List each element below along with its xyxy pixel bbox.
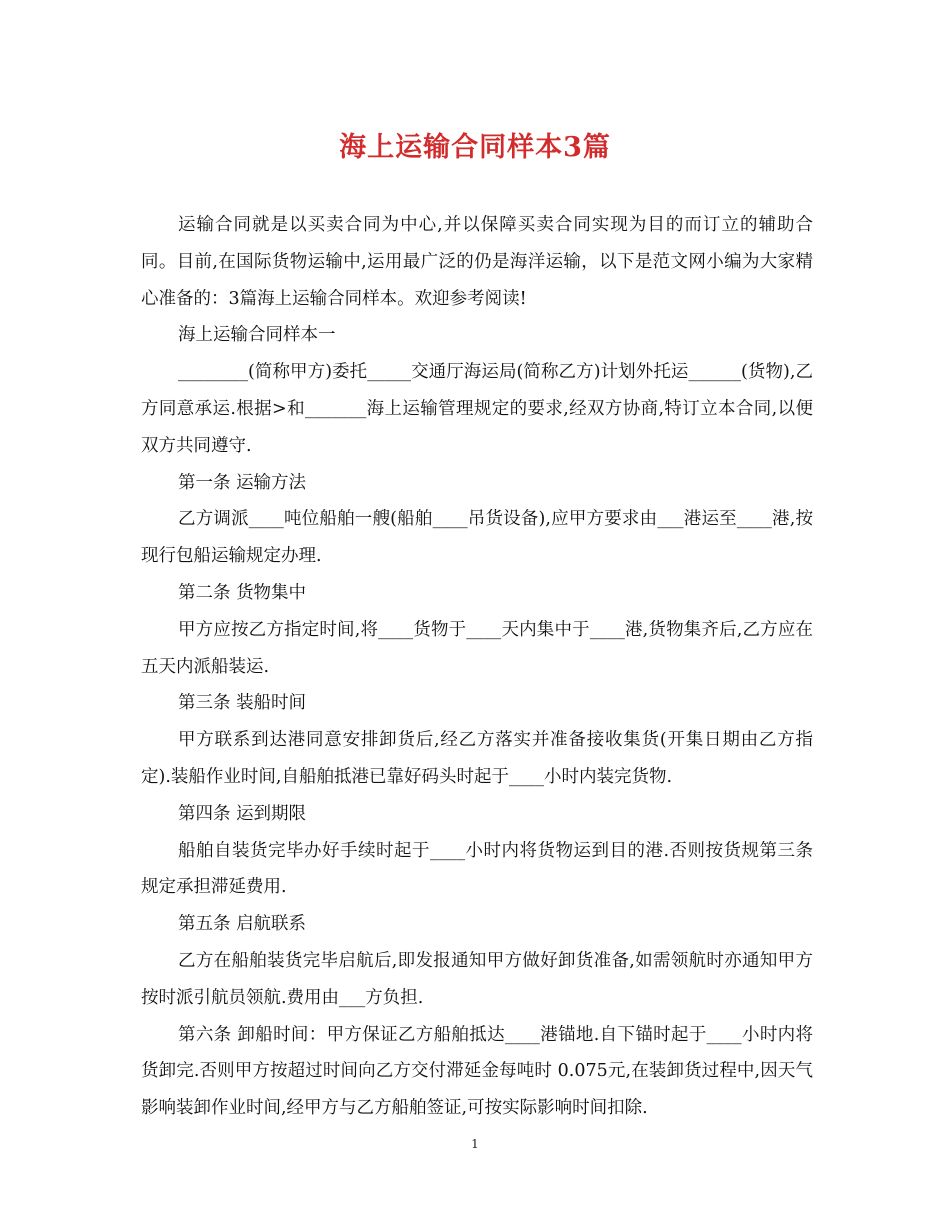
- article-5-heading: 第五条 启航联系: [178, 914, 307, 935]
- article-2-text: 甲方应按乙方指定时间,将____货物于____天内集中于____港,货物集齐后,乙方应在五天内派船装运.: [141, 619, 813, 677]
- article-5-text: 乙方在船舶装货完毕启航后,即发报通知甲方做好卸货准备,如需领航时亦通知甲方按时派引航员领航.费用由___方负担.: [141, 950, 813, 1008]
- article-3-text: 甲方联系到达港同意安排卸货后,经乙方落实并准备接收集货(开集日期由乙方指定).装船作业时间,自船舶抵港已靠好码头时起于____小时内装完货物.: [141, 730, 813, 787]
- article-3-heading: 第三条 装船时间: [178, 693, 307, 714]
- article-6-text: 第六条 卸船时间：甲方保证乙方船舶抵达____港锚地.自下锚时起于____小时内将货卸完.否则甲方按超过时间向乙方交付滞延金每吨时 0.075元,在装卸货过程中,因天气影响装卸作业时间,经甲方与乙方船舶签证,可按实际影响时间扣除.: [141, 1024, 813, 1119]
- article-1-text: 乙方调派____吨位船舶一艘(船舶____吊货设备),应甲方要求由___港运至____港,按现行包船运输规定办理.: [141, 509, 813, 567]
- article-4-heading: 第四条 运到期限: [178, 803, 307, 824]
- article-1-heading: 第一条 运输方法: [178, 472, 307, 493]
- document-body: [141, 207, 813, 1127]
- intro-paragraph: 运输合同就是以买卖合同为中心,并以保障买卖合同实现为目的而订立的辅助合同。目前,在国际货物运输中,运用最广泛的仍是海洋运输，以下是范文网小编为大家精心准备的：3篇海上运输合同样本。欢迎参考阅读!: [141, 215, 813, 309]
- article-2-heading: 第二条 货物集中: [178, 582, 307, 603]
- sample-heading: 海上运输合同样本一: [178, 325, 336, 346]
- contract-preamble: ________(简称甲方)委托_____交通厅海运局(简称乙方)计划外托运______(货物),乙方同意承运.根据>和_______海上运输管理规定的要求,经双方协商,特订立本合同,以便双方共同遵守.: [141, 362, 813, 456]
- page-number: 1: [471, 1137, 479, 1151]
- article-4-text: 船舶自装货完毕办好手续时起于____小时内将货物运到目的港.否则按货规第三条规定承担滞延费用.: [141, 840, 813, 898]
- document-title: 海上运输合同样本3篇: [339, 132, 611, 163]
